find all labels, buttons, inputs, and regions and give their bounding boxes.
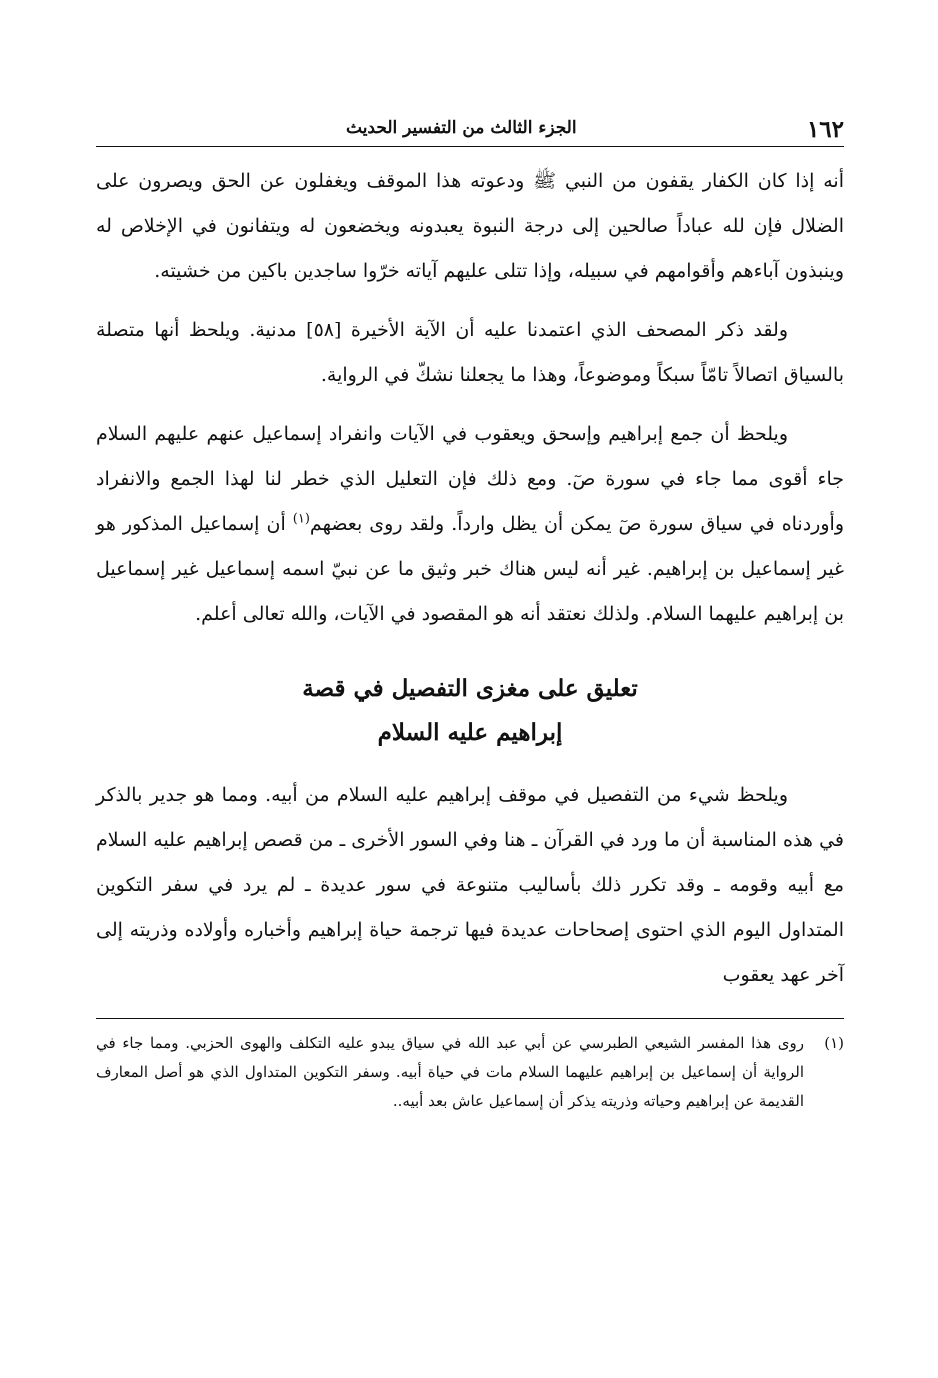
book-page bbox=[96, 112, 844, 1116]
footnote-reference[interactable]: (١) bbox=[292, 511, 310, 527]
section-paragraph: ويلحظ شيء من التفصيل في موقف إبراهيم عليه السلام من أبيه. ومما هو جدير بالذكر في هذه المناسبة أن ما ورد في القرآن ـ هنا وفي السور الأخرى ـ من قصص إبراهيم عليه السلام مع أبيه وقومه ـ وقد تكرر ذلك بأساليب متنوعة في سور عديدة ـ لم يرد في سفر التكوين المتداول اليوم الذي احتوى إصحاحات عديدة فيها ترجمة حياة إبراهيم وأخباره وأولاده وذريته إلى آخر عهد يعقوب bbox=[96, 784, 844, 986]
footnote-number: (١) bbox=[824, 1034, 844, 1052]
footnote-text: روى هذا المفسر الشيعي الطبرسي عن أبي عبد الله في سياق يبدو عليه التكلف والهوى الحزبي. ومما جاء في الرواية أن إسماعيل بن إبراهيم عليهما السلام مات في حياة أبيه. وسفر التكوين المتداول الذي هو أصل المعارف القديمة عن إبراهيم وحياته وذريته يذكر أن إسماعيل عاش بعد أبيه.. bbox=[96, 1034, 804, 1110]
paragraph-3 bbox=[96, 412, 844, 637]
paragraph-3-text-before: ويلحظ أن جمع إبراهيم وإسحق ويعقوب في الآيات وانفراد إسماعيل عنهم عليهم السلام جاء أقوى مما جاء في سورة صٓ. ومع ذلك فإن التعليل الذي خطر لنا لهذا الجمع والانفراد وأوردناه في سياق سورة صٓ يمكن أن يظل وارداً. ولقد روى بعضهم bbox=[96, 423, 844, 535]
section-heading-line-1: تعليق على مغزى التفصيل في قصة bbox=[302, 675, 638, 702]
page-body bbox=[96, 159, 844, 998]
page-number: ١٦٢ bbox=[806, 116, 844, 143]
paragraph-1: أنه إذا كان الكفار يقفون من النبي ﷺ ودعوته هذا الموقف ويغفلون عن الحق ويصرون على الضلال فإن لله عباداً صالحين إلى درجة النبوة يعبدونه ويخضعون له ويتفانون في الإخلاص له وينبذون آباءهم وأقوامهم في سبيله، وإذا تتلى عليهم آياته خرّوا ساجدين باكين من خشيته. bbox=[96, 170, 844, 282]
paragraph-2: ولقد ذكر المصحف الذي اعتمدنا عليه أن الآية الأخيرة [٥٨] مدنية. ويلحظ أنها متصلة بالسياق اتصالاً تامّاً سبكاً وموضوعاً، وهذا ما يجعلنا نشكّ في الرواية. bbox=[96, 319, 844, 386]
footnotes-area bbox=[96, 1018, 844, 1116]
section-heading-line-2: إبراهيم عليه السلام bbox=[377, 719, 563, 746]
paragraph-3-text-after: أن إسماعيل المذكور هو غير إسماعيل بن إبراهيم. غير أنه ليس هناك خبر وثيق ما عن نبيّ اسمه إسماعيل غير إسماعيل بن إبراهيم عليهما السلام. ولذلك نعتقد أنه هو المقصود في الآيات، والله تعالى أعلم. bbox=[96, 513, 844, 625]
page-header bbox=[96, 112, 844, 147]
section-heading bbox=[96, 667, 844, 755]
running-title: الجزء الثالث من التفسير الحديث bbox=[346, 118, 577, 138]
footnote-1 bbox=[96, 1029, 844, 1116]
